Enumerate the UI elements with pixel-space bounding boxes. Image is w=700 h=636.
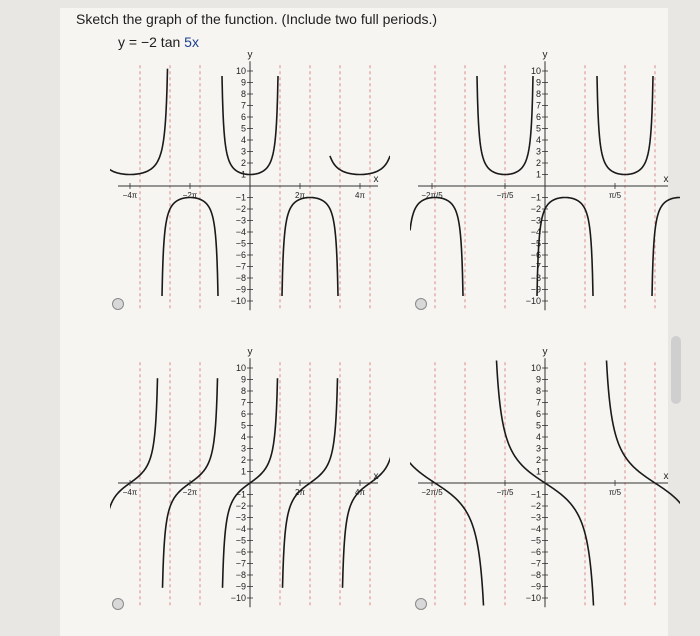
y-tick-label: 8: [535, 386, 541, 396]
y-tick-label: −6: [530, 547, 541, 557]
y-tick-label: 8: [240, 386, 246, 396]
y-tick-label: 9: [240, 374, 246, 385]
curve-branch: [330, 156, 390, 175]
y-tick-label: −10: [525, 593, 541, 603]
radio-option-d[interactable]: [415, 598, 427, 610]
curve-branch: [110, 69, 168, 175]
radio-option-c[interactable]: [112, 598, 124, 610]
graph-option-b: [410, 50, 680, 312]
x-tick-label: −2π: [182, 488, 198, 497]
y-tick-label: 1: [535, 169, 541, 180]
y-axis-label: y: [247, 348, 253, 358]
graph-option-c: [110, 348, 390, 610]
y-tick-label: −9: [235, 581, 246, 592]
y-tick-label: 5: [535, 420, 541, 431]
y-tick-label: −4: [235, 524, 246, 534]
y-tick-label: 3: [535, 146, 541, 157]
y-tick-label: −7: [530, 558, 541, 569]
y-tick-label: −6: [235, 547, 246, 557]
y-tick-label: −8: [235, 570, 246, 580]
y-tick-label: −3: [235, 215, 246, 226]
y-tick-label: 6: [240, 409, 246, 419]
y-tick-label: −2: [235, 501, 246, 511]
formula-rhs: 5x: [184, 34, 199, 50]
y-tick-label: −5: [235, 535, 246, 546]
y-tick-label: 4: [240, 432, 246, 442]
y-tick-label: 7: [535, 100, 541, 111]
y-tick-label: −1: [530, 192, 541, 203]
y-tick-label: 9: [535, 77, 541, 88]
y-tick-label: −5: [235, 238, 246, 249]
y-tick-label: −1: [235, 192, 246, 203]
y-tick-label: 2: [535, 455, 541, 465]
radio-option-a[interactable]: [112, 298, 124, 310]
y-tick-label: −5: [530, 238, 541, 249]
x-tick-label: −2π: [182, 191, 198, 200]
y-tick-label: −1: [530, 489, 541, 500]
y-tick-label: −3: [530, 512, 541, 523]
y-tick-label: −10: [525, 296, 541, 306]
y-tick-label: 3: [535, 443, 541, 454]
y-tick-label: −3: [235, 512, 246, 523]
x-tick-label: −4π: [122, 191, 138, 200]
y-tick-label: 10: [235, 363, 246, 373]
x-tick-label: 4π: [355, 488, 365, 497]
y-tick-label: −9: [530, 581, 541, 592]
y-tick-label: 4: [240, 135, 246, 145]
y-tick-label: 2: [240, 455, 246, 465]
y-tick-label: 2: [240, 158, 246, 168]
y-axis-label: y: [247, 50, 253, 61]
graph-option-d: [410, 348, 680, 610]
x-tick-label: 4π: [355, 191, 365, 200]
x-tick-label: 2π: [295, 488, 305, 497]
radio-option-b[interactable]: [415, 298, 427, 310]
y-tick-label: −5: [530, 535, 541, 546]
x-tick-label: −π/5: [496, 488, 514, 497]
y-axis-label: y: [542, 50, 548, 61]
curve-branch: [410, 198, 463, 297]
y-tick-label: 9: [535, 374, 541, 385]
x-tick-label: π/5: [608, 488, 622, 497]
x-tick-label: −4π: [122, 488, 138, 497]
y-tick-label: 7: [535, 397, 541, 408]
y-tick-label: 2: [535, 158, 541, 168]
y-axis-label: y: [542, 348, 548, 358]
y-tick-label: 1: [240, 466, 246, 477]
curve-branch: [652, 198, 680, 297]
y-tick-label: 6: [240, 112, 246, 122]
y-tick-label: −8: [235, 273, 246, 283]
y-tick-label: 9: [240, 77, 246, 88]
y-tick-label: −7: [235, 558, 246, 569]
y-tick-label: −3: [530, 215, 541, 226]
y-tick-label: −9: [235, 284, 246, 295]
y-tick-label: 3: [240, 443, 246, 454]
y-tick-label: 10: [235, 66, 246, 76]
y-tick-label: −2: [235, 204, 246, 214]
y-tick-label: −2: [530, 204, 541, 214]
x-tick-label: π/5: [608, 191, 622, 200]
y-tick-label: 3: [240, 146, 246, 157]
y-tick-label: −7: [235, 261, 246, 272]
x-tick-label: 2π: [295, 191, 305, 200]
y-tick-label: 1: [240, 169, 246, 180]
y-tick-label: −4: [530, 227, 541, 237]
y-tick-label: −2: [530, 501, 541, 511]
y-tick-label: −6: [530, 250, 541, 260]
y-tick-label: −4: [530, 524, 541, 534]
y-tick-label: 5: [535, 123, 541, 134]
y-tick-label: −10: [230, 296, 246, 306]
x-axis-label: x: [663, 471, 669, 482]
x-axis-label: x: [373, 471, 379, 482]
y-tick-label: 1: [535, 466, 541, 477]
y-tick-label: −8: [530, 273, 541, 283]
vertical-scrollbar[interactable]: [671, 336, 681, 404]
y-tick-label: 6: [535, 409, 541, 419]
y-tick-label: 10: [530, 66, 541, 76]
y-tick-label: 4: [535, 432, 541, 442]
y-tick-label: 7: [240, 100, 246, 111]
y-tick-label: 5: [240, 123, 246, 134]
x-axis-label: x: [663, 174, 669, 185]
function-formula: [118, 34, 199, 50]
y-tick-label: 10: [530, 363, 541, 373]
y-tick-label: 8: [240, 89, 246, 99]
y-tick-label: −9: [530, 284, 541, 295]
x-tick-label: −2π/5: [421, 488, 443, 497]
y-tick-label: −6: [235, 250, 246, 260]
y-tick-label: −1: [235, 489, 246, 500]
y-tick-label: −10: [230, 593, 246, 603]
question-prompt: Sketch the graph of the function. (Include two full periods.): [76, 11, 438, 27]
y-tick-label: −4: [235, 227, 246, 237]
x-axis-label: x: [373, 174, 379, 185]
formula-lhs: y = −2 tan: [118, 34, 185, 50]
x-tick-label: −2π/5: [421, 191, 443, 200]
y-tick-label: −7: [530, 261, 541, 272]
y-tick-label: 4: [535, 135, 541, 145]
y-tick-label: 6: [535, 112, 541, 122]
graph-option-a: [110, 50, 390, 312]
y-tick-label: 8: [535, 89, 541, 99]
y-tick-label: 7: [240, 397, 246, 408]
y-tick-label: −8: [530, 570, 541, 580]
y-tick-label: 5: [240, 420, 246, 431]
x-tick-label: −π/5: [496, 191, 514, 200]
